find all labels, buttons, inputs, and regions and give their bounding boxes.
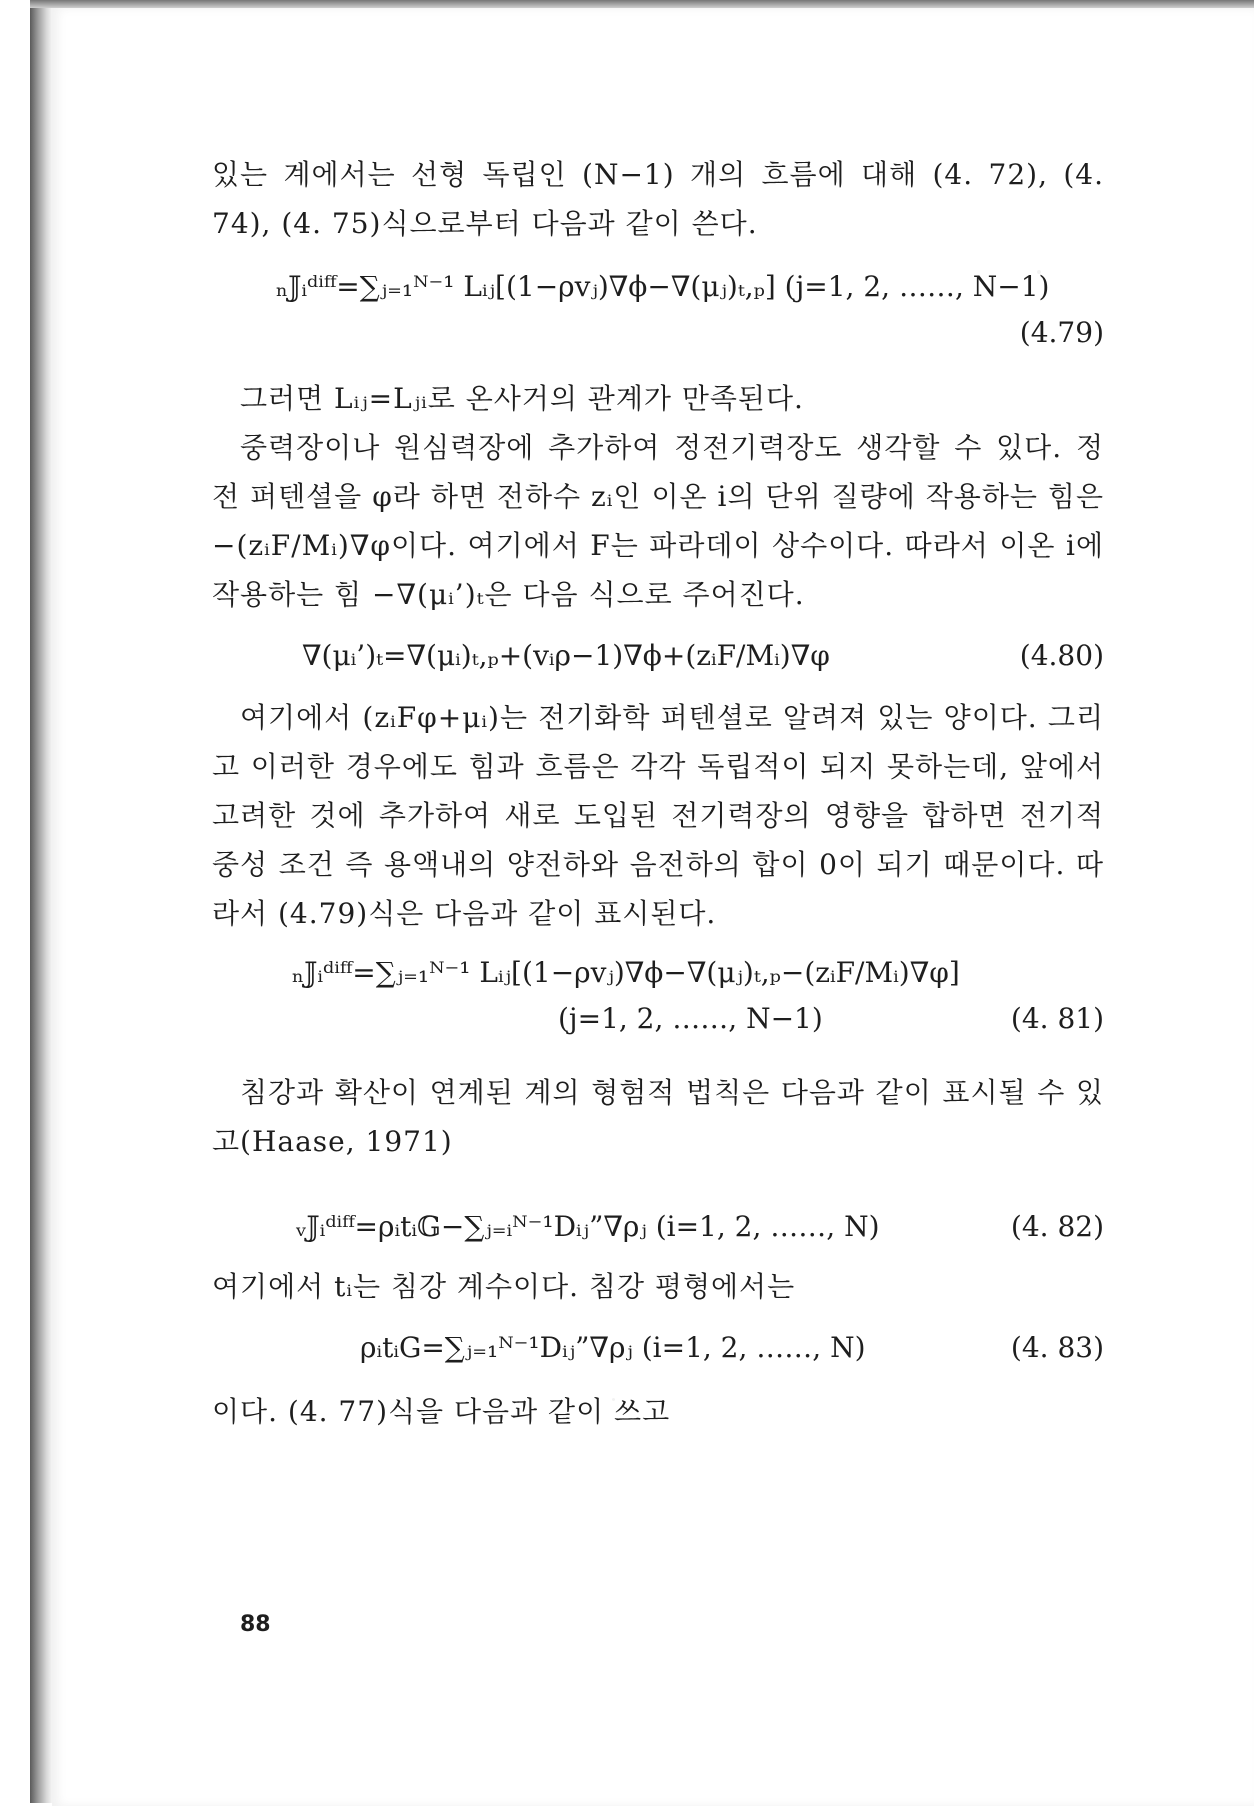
equation-number: (4.79) [1019,316,1104,349]
paragraph: 있는 계에서는 선형 독립인 (N−1) 개의 흐름에 대해 (4. 72), (4. 74), (4. 75)식으로부터 다음과 같이 쓴다. [212,158,1104,240]
equation-4-81-continued [212,994,1104,1044]
equation-number: (4. 82) [1010,1210,1104,1243]
equation-4-80 [212,631,1104,681]
paragraph: 여기에서 (zᵢFφ+μᵢ)는 전기화학 퍼텐셜로 알려져 있는 양이다. 그리고 이러한 경우에도 힘과 흐름은 각각 독립적이 되지 못하는데, 앞에서 고려한 것에 추가하여 새로 도입된 전기력장의 영향을 합하면 전기적 중성 조건 즉 용액내의 양전하와 음전하의 합이 0이 되기 때문이다. 따라서 (4.79)식은 다음과 같이 표시된다. [212,701,1104,930]
equation-text: ᵥ𝕁ᵢᵈⁱᶠᶠ=ρᵢtᵢ𝔾−∑ⱼ₌ᵢᴺ⁻¹Dᵢⱼ”∇ρⱼ (i=1, 2, ……, N) [296,1210,880,1243]
page-number: 88 [240,1612,271,1637]
equation-text: ₙ𝕁ᵢᵈⁱᶠᶠ=∑ⱼ₌₁ᴺ⁻¹ Lᵢⱼ[(1−ρvⱼ)∇ϕ−∇(μⱼ)ₜ,ₚ−(zᵢF/Mᵢ)∇φ] [292,956,960,989]
equation-number: (4.80) [1019,639,1104,672]
equation-4-81 [212,948,1104,994]
equation-number: (4. 83) [1010,1331,1104,1364]
equation-text: ₙ𝕁ᵢᵈⁱᶠᶠ=∑ⱼ₌₁ᴺ⁻¹ Lᵢⱼ[(1−ρvⱼ)∇ϕ−∇(μⱼ)ₜ,ₚ] (j=1, 2, ……, N−1) [276,270,1050,303]
equation-4-83 [212,1323,1104,1373]
equation-text: (j=1, 2, ……, N−1) [558,1002,823,1035]
equation-text: ρᵢtᵢG=∑ⱼ₌₁ᴺ⁻¹Dᵢⱼ”∇ρⱼ (i=1, 2, ……, N) [360,1331,866,1364]
page-body [212,150,1104,1436]
paragraph: 여기에서 tᵢ는 침강 계수이다. 침강 평형에서는 [212,1270,796,1303]
page-top-edge [30,0,1254,8]
paragraph: 그러면 Lᵢⱼ=Lⱼᵢ로 온사거의 관계가 만족된다. [240,382,804,415]
paragraph: 이다. (4. 77)식을 다음과 같이 쓰고 [212,1395,671,1428]
equation-number: (4. 81) [1010,1002,1104,1035]
paragraph: 침강과 확산이 연계된 계의 형험적 법칙은 다음과 같이 표시될 수 있고(Haase, 1971) [212,1076,1104,1158]
equation-4-79 [212,262,1104,308]
book-binding-edge [30,8,52,1803]
equation-number-row [212,308,1104,360]
equation-4-82 [212,1202,1104,1252]
paragraph: 중력장이나 원심력장에 추가하여 정전기력장도 생각할 수 있다. 정전 퍼텐셜을 φ라 하면 전하수 zᵢ인 이온 i의 단위 질량에 작용하는 힘은 −(zᵢF/Mᵢ)∇φ이다. 여기에서 F는 파라데이 상수이다. 따라서 이온 i에 작용하는 힘 −∇(μᵢ’)ₜ은 다음 식으로 주어진다. [212,431,1104,611]
equation-text: ∇(μᵢ’)ₜ=∇(μᵢ)ₜ,ₚ+(vᵢρ−1)∇ϕ+(zᵢF/Mᵢ)∇φ [302,639,830,672]
